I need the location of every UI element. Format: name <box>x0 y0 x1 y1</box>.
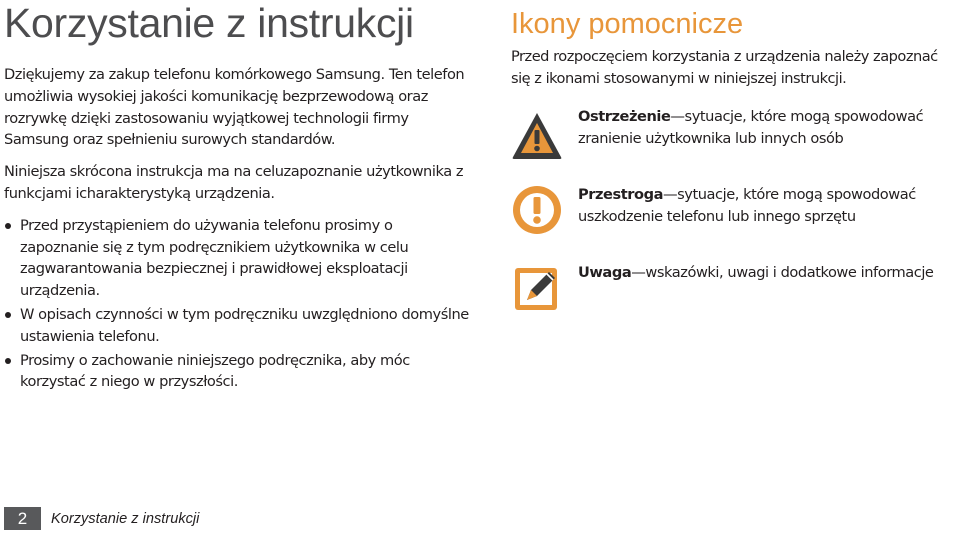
bullet-dot-icon <box>5 312 11 318</box>
icon-description <box>578 106 959 150</box>
icon-description <box>578 184 959 228</box>
section-title: Ikony pomocnicze <box>511 8 744 40</box>
bullet-dot-icon <box>5 223 11 229</box>
icon-term: Przestroga <box>578 186 663 203</box>
list-item-text: W opisach czynności w tym podręczniku uwzględniono domyślne ustawienia telefonu. <box>20 305 469 345</box>
icon-desc: —wskazówki, uwagi i dodatkowe informacje <box>631 264 934 281</box>
bullet-list <box>4 215 474 393</box>
icon-term: Ostrzeżenie <box>578 108 671 125</box>
icon-desc: —sytuacje, które mogą spowodować uszkodzenie telefonu lub innego sprzętu <box>578 186 916 225</box>
intro-column <box>4 64 474 395</box>
intro-paragraph: Niniejsza skrócona instrukcja ma na celuzapoznanie użytkownika z funkcjami icharakterystyką urządzenia. <box>4 163 464 202</box>
icon-legend-caution <box>511 184 959 244</box>
page-title: Korzystanie z instrukcji <box>4 0 414 46</box>
list-item-text: Przed przystąpieniem do używania telefonu prosimy o zapoznanie się z tym podręcznikiem użytkownika w celu zagwarantowania bezpiecznej i prawidłowej eksploatacji urządzenia. <box>20 216 409 300</box>
icon-legend-note <box>511 262 959 322</box>
list-item <box>4 350 474 394</box>
caution-circle-icon <box>511 184 563 236</box>
icon-legend-warning <box>511 106 959 166</box>
bullet-dot-icon <box>5 358 11 364</box>
icon-description <box>578 262 959 284</box>
icon-desc: —sytuacje, które mogą spowodować zranienie użytkownika lub innych osób <box>578 108 924 147</box>
note-pencil-icon <box>511 262 563 314</box>
page-number-badge: 2 <box>4 507 41 530</box>
icons-section <box>511 7 959 90</box>
footer-section-name: Korzystanie z instrukcji <box>51 511 200 527</box>
list-item <box>4 304 474 348</box>
section-intro: Przed rozpoczęciem korzystania z urządzenia należy zapoznać się z ikonami stosowanymi w niniejszej instrukcji. <box>511 48 938 87</box>
icon-term: Uwaga <box>578 264 632 281</box>
warning-triangle-icon <box>511 110 563 162</box>
list-item <box>4 215 474 302</box>
list-item-text: Prosimy o zachowanie niniejszego podręcznika, aby móc korzystać z niego w przyszłości. <box>20 351 410 391</box>
intro-paragraph: Dziękujemy za zakup telefonu komórkowego Samsung. Ten telefon umożliwia wysokiej jakości komunikację bezprzewodową oraz rozrywkę dzięki zastosowaniu wyjątkowej technologii firmy Samsung oraz spełnieniu surowych standardów. <box>4 66 465 149</box>
